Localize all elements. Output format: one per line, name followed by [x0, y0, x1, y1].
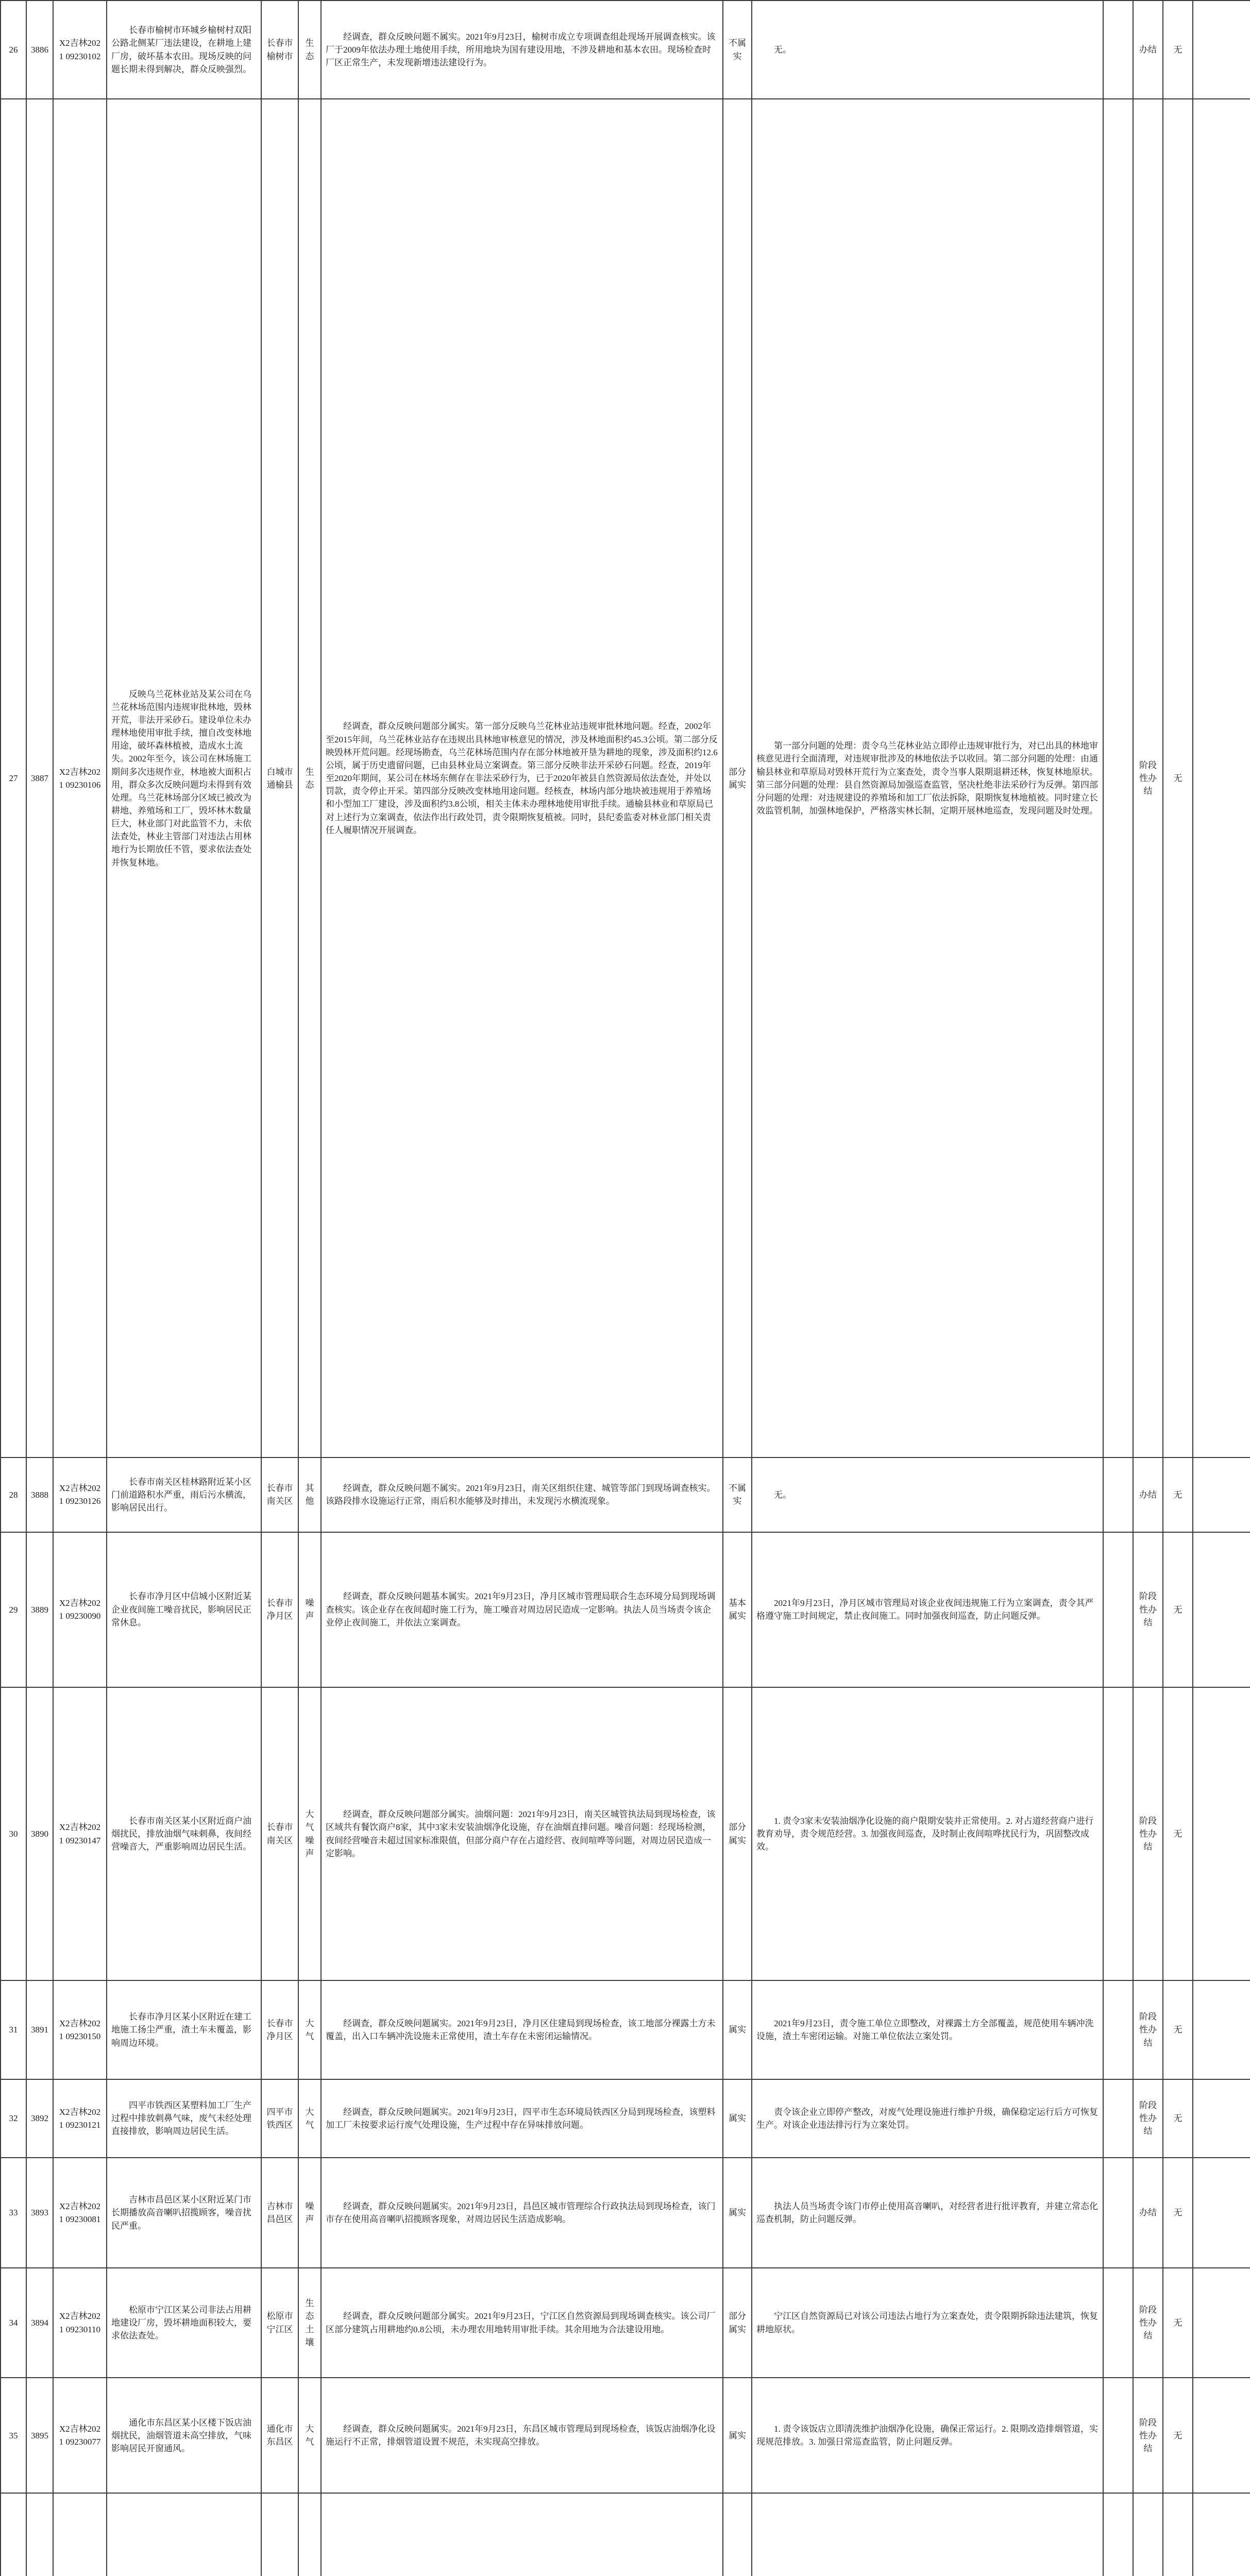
cell-complaint: [107, 1458, 261, 1532]
cell-region-text: 长春市 南关区: [266, 1822, 293, 1845]
cell-verdict: [723, 2079, 752, 2158]
cell-handling: [752, 1532, 1103, 1687]
cell-accountability-text: 无: [1173, 2430, 1183, 2441]
cell-accountability: [1163, 2079, 1193, 2158]
cell-status: [1133, 1532, 1163, 1687]
cell-investigation-text: 经调查，群众反映问题属实。2021年9月23日，昌邑区城市管理综合行政执法局到现场检查，该门市存在使用高音喇叭招揽顾客现象，对周边居民生活造成影响。: [326, 2201, 716, 2225]
cell-remark: [1193, 1980, 1250, 2079]
cell-accountability-text: 无: [1173, 1489, 1183, 1500]
cell-remark: [1193, 2493, 1250, 2576]
cell-region-text: 松原市 宁江区: [266, 2311, 293, 2334]
table-row: [1, 2268, 1250, 2378]
cell-verdict: [723, 2493, 752, 2576]
cell-remark: [1193, 1, 1250, 99]
cell-region: [261, 1458, 298, 1532]
cell-id: [26, 2378, 53, 2493]
cell-region: [261, 1, 298, 99]
cell-blank: [1103, 1458, 1133, 1532]
cell-complaint: [107, 2378, 261, 2493]
cell-region-text: 四平市 铁西区: [266, 2107, 293, 2130]
cell-case-number: [53, 2079, 107, 2158]
cell-verdict-text: 不属实: [729, 38, 746, 61]
cell-remark: [1193, 1458, 1250, 1532]
cell-remark: [1193, 2079, 1250, 2158]
cell-complaint: [107, 2268, 261, 2378]
cell-verdict-text: 属实: [729, 2025, 746, 2035]
cell-id: [26, 2079, 53, 2158]
cell-investigation: [321, 2158, 723, 2268]
cell-id: [26, 2158, 53, 2268]
cell-complaint-text: 长春市南关区桂林路附近某小区门前道路积水严重，雨后污水横流，影响居民出行。: [111, 1477, 251, 1513]
cell-complaint-text: 长春市榆树市环城乡榆树村双阳公路北侧某厂违法建设，在耕地上建厂房，破坏基本农田。现场反映的问题长期未得到解决，群众反映强烈。: [111, 25, 251, 74]
cell-investigation-text: 经调查，群众反映问题部分属实。第一部分反映乌兰花林业站违规审批林地问题。经查，2002年至2015年间，乌兰花林业站存在违规出具林地审核意见的情况，涉及林地面积约45.3公顷。第二部分反映毁林开荒问题。经现场勘查，乌兰花林场范围内存在部分林地被开垦为耕地的现象，涉及面积约12.6公顷，属于历史遗留问题，已由县林业局立案调查。第三部分反映非法开采砂石问题。经查，2019年至2020年期间，某公司在林场东侧存在非法采砂行为，已于2020年被县自然资源局依法查处，并处以罚款，责令停止开采。第四部分反映改变林地用途问题。经核查，林场内部分地块被违规用于养殖场和小型加工厂建设，涉及面积约3.8公顷，相关主体未办理林地使用审批手续。通榆县林业和草原局已对上述行为立案调查，依法作出行政处罚，责令限期恢复植被。同时，县纪委监委对林业部门相关责任人履职情况开展调查。: [326, 721, 718, 835]
cell-case-number: [53, 1532, 107, 1687]
cell-remark: [1193, 2158, 1250, 2268]
cell-complaint: [107, 2158, 261, 2268]
cell-category: [298, 99, 321, 1458]
cell-case-number-text: X2吉林2021 09230102: [59, 38, 101, 61]
table-row: [1, 2079, 1250, 2158]
cell-handling: [752, 1687, 1103, 1981]
cell-case-number-text: X2吉林2021 09230110: [59, 2311, 101, 2334]
cell-investigation-text: 经调查，群众反映问题属实。2021年9月23日，东昌区城市管理局到现场检查，该饭店油烟净化设施运行不正常，排烟管道设置不规范，未实现高空排放。: [326, 2424, 716, 2447]
cell-accountability: [1163, 1458, 1193, 1532]
cell-status: [1133, 1980, 1163, 2079]
cell-handling-text: 无。: [774, 45, 791, 55]
cell-handling-text: 1. 责令3家未安装油烟净化设施的商户限期安装并正常使用。2. 对占道经营商户进行教育劝导，责令规范经营。3. 加强夜间巡查，及时制止夜间喧哗扰民行为，巩固整改成效。: [756, 1816, 1094, 1852]
cell-region-text: 通化市 东昌区: [266, 2424, 293, 2447]
cell-status: [1133, 2079, 1163, 2158]
cell-handling-text: 第一部分问题的处理：责令乌兰花林业站立即停止违规审批行为，对已出具的林地审核意见进行全面清理，对违规审批涉及的林地依法予以收回。第二部分问题的处理：由通榆县林业和草原局对毁林开荒行为立案查处，责令当事人限期退耕还林，恢复林地原状。第三部分问题的处理：县自然资源局加强巡查监管，坚决杜绝非法采砂行为反弹。第四部分问题的处理：对违规建设的养殖场和加工厂依法拆除，限期恢复林地植被。同时建立长效监管机制，加强林地保护，严格落实林长制，定期开展林地巡查，发现问题及时处理。: [756, 741, 1098, 816]
cell-handling-text: 无。: [774, 1489, 791, 1500]
cell-handling-text: 2021年9月23日，责令施工单位立即整改，对裸露土方全部覆盖，规范使用车辆冲洗设施，渣土车密闭运输。对施工单位依法立案处罚。: [756, 2018, 1094, 2041]
cell-case-number: [53, 2268, 107, 2378]
cell-complaint: [107, 1532, 261, 1687]
cell-seq: [1, 99, 26, 1458]
cell-case-number-text: X2吉林2021 09230106: [59, 767, 101, 790]
cell-status-text: 阶段性办结: [1139, 2012, 1157, 2048]
cell-investigation: [321, 1532, 723, 1687]
cell-region-text: 长春市 榆树市: [266, 38, 293, 61]
cell-region-text: 吉林市 昌邑区: [266, 2201, 293, 2225]
cell-category: [298, 1532, 321, 1687]
cell-category: [298, 2268, 321, 2378]
cell-verdict: [723, 1532, 752, 1687]
cell-verdict-text: 属实: [729, 2208, 746, 2218]
cell-seq-text: 26: [9, 45, 18, 55]
cell-remark: [1193, 2268, 1250, 2378]
cell-accountability-text: 无: [1173, 2113, 1183, 2124]
cell-region: [261, 2079, 298, 2158]
cell-investigation: [321, 1458, 723, 1532]
cell-region: [261, 1980, 298, 2079]
cell-id: [26, 1980, 53, 2079]
cell-accountability: [1163, 2493, 1193, 2576]
cell-investigation: [321, 1, 723, 99]
cell-status-text: 阶段性办结: [1139, 1816, 1157, 1852]
cell-investigation-text: 经调查，群众反映问题不属实。2021年9月23日，南关区组织住建、城管等部门到现场调查核实。该路段排水设施运行正常，雨后积水能够及时排出，未发现污水横流现象。: [326, 1483, 716, 1506]
cell-category-text: 大气: [305, 2424, 314, 2447]
cell-accountability: [1163, 1, 1193, 99]
cell-region-text: 长春市 净月区: [266, 1598, 293, 1621]
cell-id-text: 3886: [31, 45, 48, 55]
cell-case-number: [53, 2493, 107, 2576]
cell-id: [26, 1, 53, 99]
cell-accountability: [1163, 2268, 1193, 2378]
cell-category: [298, 1458, 321, 1532]
cell-accountability-text: 无: [1173, 2025, 1183, 2035]
cell-category: [298, 2079, 321, 2158]
cell-blank: [1103, 2158, 1133, 2268]
cell-seq: [1, 1687, 26, 1981]
cell-accountability: [1163, 2158, 1193, 2268]
cell-accountability-text: 无: [1173, 1604, 1183, 1615]
cell-verdict-text: 基本属实: [729, 1598, 746, 1621]
cell-complaint-text: 通化市东昌区某小区楼下饭店油烟扰民，油烟管道未高空排放，气味影响居民开窗通风。: [111, 2417, 251, 2453]
cell-seq-text: 35: [9, 2430, 18, 2441]
cell-status: [1133, 2268, 1163, 2378]
cell-case-number-text: X2吉林2021 09230121: [59, 2107, 101, 2130]
cell-status-text: 办结: [1139, 2208, 1157, 2218]
cell-category-text: 大气: [305, 2018, 314, 2041]
cell-complaint: [107, 1687, 261, 1981]
cell-handling: [752, 2268, 1103, 2378]
cell-investigation: [321, 2268, 723, 2378]
cell-status-text: 办结: [1139, 45, 1157, 55]
cell-blank: [1103, 1687, 1133, 1981]
cell-handling-text: 1. 责令该饭店立即清洗维护油烟净化设施，确保正常运行。2. 限期改造排烟管道，实现规范排放。3. 加强日常巡查监管，防止问题反弹。: [756, 2424, 1098, 2447]
cell-accountability: [1163, 1980, 1193, 2079]
cell-handling: [752, 1458, 1103, 1532]
cell-handling: [752, 2158, 1103, 2268]
cell-category: [298, 2493, 321, 2576]
cell-verdict-text: 部分属实: [729, 2311, 746, 2334]
cell-investigation-text: 经调查，群众反映问题属实。2021年9月23日，净月区住建局到现场检查，该工地部分裸露土方未覆盖，出入口车辆冲洗设施未正常使用，渣土车存在未密闭运输情况。: [326, 2018, 716, 2041]
cell-seq: [1, 1458, 26, 1532]
cell-complaint: [107, 99, 261, 1458]
cell-verdict-text: 属实: [729, 2113, 746, 2124]
cell-handling: [752, 1, 1103, 99]
cell-id-text: 3889: [31, 1604, 48, 1615]
cell-accountability-text: 无: [1173, 2208, 1183, 2218]
cell-investigation: [321, 99, 723, 1458]
cell-region-text: 白城市 通榆县: [266, 767, 293, 790]
cell-seq-text: 32: [9, 2113, 18, 2124]
cell-investigation: [321, 2079, 723, 2158]
cell-id-text: 3894: [31, 2318, 48, 2328]
table-row: [1, 99, 1250, 1458]
cell-complaint: [107, 1980, 261, 2079]
cell-remark: [1193, 99, 1250, 1458]
cell-case-number: [53, 1980, 107, 2079]
cell-id-text: 3888: [31, 1489, 48, 1500]
table-row: [1, 1980, 1250, 2079]
cell-investigation-text: 经调查，群众反映问题部分属实。2021年9月23日，宁江区自然资源局到现场调查核实。该公司厂区部分建筑占用耕地约0.8公顷，未办理农用地转用审批手续。其余用地为合法建设用地。: [326, 2311, 716, 2334]
cell-id: [26, 99, 53, 1458]
cell-status-text: 阶段性办结: [1139, 760, 1157, 796]
cell-accountability: [1163, 1687, 1193, 1981]
cell-category-text: 大气: [305, 2107, 314, 2130]
cell-investigation-text: 经调查，群众反映问题部分属实。油烟问题：2021年9月23日，南关区城管执法局到现场检查，该区域共有餐饮商户8家，其中3家未安装油烟净化设施，存在油烟直排问题。噪音问题：经现场检测，夜间经营噪音未超过国家标准限值，但部分商户存在占道经营、夜间喧哗等问题，对周边居民造成一定影响。: [326, 1809, 716, 1858]
cell-case-number: [53, 2158, 107, 2268]
cell-status-text: 阶段性办结: [1139, 2304, 1157, 2341]
cell-status-text: 阶段性办结: [1139, 2417, 1157, 2453]
cell-id: [26, 2268, 53, 2378]
cell-handling: [752, 2079, 1103, 2158]
cell-seq-text: 33: [9, 2208, 18, 2218]
table-row: [1, 1458, 1250, 1532]
cell-status: [1133, 1687, 1163, 1981]
cell-blank: [1103, 2268, 1133, 2378]
cell-id: [26, 1687, 53, 1981]
cell-status-text: 阶段性办结: [1139, 2100, 1157, 2137]
cell-accountability: [1163, 1532, 1193, 1687]
cell-region: [261, 2268, 298, 2378]
cell-case-number: [53, 99, 107, 1458]
cell-investigation: [321, 2493, 723, 2576]
cell-remark: [1193, 2378, 1250, 2493]
cell-case-number: [53, 1458, 107, 1532]
cell-seq: [1, 2158, 26, 2268]
cell-seq: [1, 2378, 26, 2493]
cell-complaint-text: 四平市铁西区某塑料加工厂生产过程中排放刺鼻气味，废气未经处理直接排放，影响周边居民生活。: [111, 2100, 251, 2137]
cell-handling: [752, 2378, 1103, 2493]
cell-case-number-text: X2吉林2021 09230077: [59, 2424, 101, 2447]
cell-case-number-text: X2吉林2021 09230147: [59, 1822, 101, 1845]
cell-accountability-text: 无: [1173, 773, 1183, 784]
cell-region: [261, 2158, 298, 2268]
cell-blank: [1103, 1, 1133, 99]
cell-case-number-text: X2吉林2021 09230090: [59, 1598, 101, 1621]
cell-seq-text: 34: [9, 2318, 18, 2328]
cell-id-text: 3895: [31, 2430, 48, 2441]
cell-complaint-text: 长春市南关区某小区附近商户油烟扰民，排放油烟气味刺鼻，夜间经营噪音大，严重影响周边居民生活。: [111, 1816, 251, 1852]
cell-seq-text: 29: [9, 1604, 18, 1615]
cell-status: [1133, 2493, 1163, 2576]
cell-status: [1133, 1458, 1163, 1532]
cell-investigation-text: 经调查，群众反映问题不属实。2021年9月23日，榆树市成立专项调查组赴现场开展调查核实。该厂于2009年依法办理土地使用手续，所用地块为国有建设用地，不涉及耕地和基本农田。现场检查时厂区正常生产，未发现新增违法建设行为。: [326, 31, 716, 68]
cell-verdict: [723, 2158, 752, 2268]
cell-verdict-text: 部分属实: [729, 767, 746, 790]
cell-category-text: 大气 噪声: [305, 1809, 314, 1858]
cell-category: [298, 1980, 321, 2079]
cell-accountability-text: 无: [1173, 2318, 1183, 2328]
table-row: [1, 2493, 1250, 2576]
cell-id: [26, 2493, 53, 2576]
cell-id-text: 3887: [31, 773, 48, 784]
cell-seq: [1, 1, 26, 99]
cell-category: [298, 1687, 321, 1981]
cell-verdict-text: 不属实: [729, 1483, 746, 1506]
cell-complaint: [107, 2079, 261, 2158]
cell-region: [261, 1687, 298, 1981]
cell-handling-text: 宁江区自然资源局已对该公司违法占地行为立案查处，责令限期拆除违法建筑，恢复耕地原状。: [756, 2311, 1098, 2334]
cell-verdict: [723, 1458, 752, 1532]
cell-seq-text: 27: [9, 773, 18, 784]
cell-case-number-text: X2吉林2021 09230150: [59, 2018, 101, 2041]
table-row: [1, 2158, 1250, 2268]
cell-blank: [1103, 1980, 1133, 2079]
cell-verdict-text: 属实: [729, 2430, 746, 2441]
cell-handling-text: 执法人员当场责令该门市停止使用高音喇叭，对经营者进行批评教育，并建立常态化巡查机制，防止问题反弹。: [756, 2201, 1098, 2225]
cell-complaint: [107, 1, 261, 99]
cell-seq: [1, 1532, 26, 1687]
cell-blank: [1103, 2079, 1133, 2158]
cell-seq-text: 28: [9, 1489, 18, 1500]
cell-region-text: 长春市 南关区: [266, 1483, 293, 1506]
cell-case-number-text: X2吉林2021 09230081: [59, 2201, 101, 2225]
cell-id-text: 3890: [31, 1828, 48, 1839]
cell-status: [1133, 2158, 1163, 2268]
cell-handling: [752, 2493, 1103, 2576]
cell-verdict: [723, 1980, 752, 2079]
cell-complaint-text: 吉林市昌邑区某小区附近某门市长期播放高音喇叭招揽顾客，噪音扰民严重。: [111, 2195, 251, 2231]
cell-id: [26, 1458, 53, 1532]
cell-accountability-text: 无: [1173, 1828, 1183, 1839]
cell-status-text: 办结: [1139, 1489, 1157, 1500]
cell-status: [1133, 1, 1163, 99]
cell-seq-text: 31: [9, 2025, 18, 2035]
cell-category: [298, 1, 321, 99]
cell-complaint-text: 长春市净月区中信城小区附近某企业夜间施工噪音扰民，影响居民正常休息。: [111, 1591, 251, 1628]
cell-verdict-text: 部分属实: [729, 1822, 746, 1845]
cell-seq-text: 30: [9, 1828, 18, 1839]
cell-case-number: [53, 1687, 107, 1981]
cell-verdict: [723, 99, 752, 1458]
cell-category-text: 生态: [305, 38, 314, 61]
table-row: [1, 1687, 1250, 1981]
cell-blank: [1103, 2493, 1133, 2576]
table-row: [1, 2378, 1250, 2493]
cell-category: [298, 2378, 321, 2493]
cell-seq: [1, 2079, 26, 2158]
cell-region-text: 长春市 净月区: [266, 2018, 293, 2041]
cell-investigation-text: 经调查，群众反映问题属实。2021年9月23日，四平市生态环境局铁西区分局到现场检查，该塑料加工厂未按要求运行废气处理设施，生产过程中存在异味排放问题。: [326, 2107, 716, 2130]
cell-verdict: [723, 1687, 752, 1981]
cell-category-text: 生态: [305, 767, 314, 790]
cell-status: [1133, 99, 1163, 1458]
table-row: [1, 1, 1250, 99]
cell-category-text: 噪声: [305, 2201, 314, 2225]
cell-investigation: [321, 2378, 723, 2493]
cell-category-text: 其他: [305, 1483, 314, 1506]
cell-region: [261, 1532, 298, 1687]
cell-investigation: [321, 1687, 723, 1981]
cell-id: [26, 1532, 53, 1687]
cell-category: [298, 2158, 321, 2268]
cell-category-text: 噪声: [305, 1598, 314, 1621]
cell-handling-text: 责令该企业立即停产整改，对废气处理设施进行维护升级，确保稳定运行后方可恢复生产。对该企业违法排污行为立案处罚。: [756, 2107, 1098, 2130]
cell-status-text: 阶段性办结: [1139, 1591, 1157, 1628]
cell-region: [261, 2378, 298, 2493]
cell-complaint-text: 长春市净月区某小区附近在建工地施工扬尘严重，渣土车未覆盖，影响周边环境。: [111, 2012, 251, 2048]
cell-region: [261, 2493, 298, 2576]
cell-investigation: [321, 1980, 723, 2079]
cell-blank: [1103, 1532, 1133, 1687]
cell-id-text: 3893: [31, 2208, 48, 2218]
cell-id-text: 3891: [31, 2025, 48, 2035]
cell-blank: [1103, 2378, 1133, 2493]
cell-case-number: [53, 1, 107, 99]
cell-complaint: [107, 2493, 261, 2576]
cell-blank: [1103, 99, 1133, 1458]
cell-verdict: [723, 1, 752, 99]
cell-accountability-text: 无: [1173, 45, 1183, 55]
cell-status: [1133, 2378, 1163, 2493]
cell-verdict: [723, 2378, 752, 2493]
cell-case-number-text: X2吉林2021 09230126: [59, 1483, 101, 1506]
table-row: [1, 1532, 1250, 1687]
cell-region: [261, 99, 298, 1458]
cell-accountability: [1163, 2378, 1193, 2493]
cell-seq: [1, 1980, 26, 2079]
cell-verdict: [723, 2268, 752, 2378]
cell-handling-text: 2021年9月23日，净月区城市管理局对该企业夜间违规施工行为立案调查，责令其严格遵守施工时间规定，禁止夜间施工。同时加强夜间巡查，防止问题反弹。: [756, 1598, 1094, 1621]
cell-seq: [1, 2268, 26, 2378]
cell-handling: [752, 99, 1103, 1458]
cell-case-number: [53, 2378, 107, 2493]
cell-complaint-text: 反映乌兰花林业站及某公司在乌兰花林场范围内违规审批林地，毁林开荒，非法开采砂石。建设单位未办理林地使用审批手续，擅自改变林地用途，破坏森林植被，造成水土流失。2002年至今，该公司在林场施工期间多次违规作业，林地被大面积占用，群众多次反映问题均未得到有效处理。乌兰花林场部分区域已被改为耕地、养殖场和工厂，毁坏林木数量巨大，林业部门对此监管不力，未依法查处，林业主管部门对违法占用林地行为长期放任不管，要求依法查处并恢复林地。: [111, 689, 251, 868]
cell-remark: [1193, 1532, 1250, 1687]
cell-id-text: 3892: [31, 2113, 48, 2124]
cell-seq: [1, 2493, 26, 2576]
cell-remark: [1193, 1687, 1250, 1981]
cell-category-text: 生态 土壤: [305, 2298, 314, 2347]
cell-complaint-text: 松原市宁江区某公司非法占用耕地建设厂房，毁坏耕地面积较大，要求依法查处。: [111, 2304, 251, 2341]
cell-investigation-text: 经调查，群众反映问题基本属实。2021年9月23日，净月区城市管理局联合生态环境分局到现场调查核实。该企业存在夜间超时施工行为，施工噪音对周边居民造成一定影响。执法人员当场责令该企业停止夜间施工，并依法立案调查。: [326, 1591, 716, 1628]
cell-handling: [752, 1980, 1103, 2079]
cell-accountability: [1163, 99, 1193, 1458]
